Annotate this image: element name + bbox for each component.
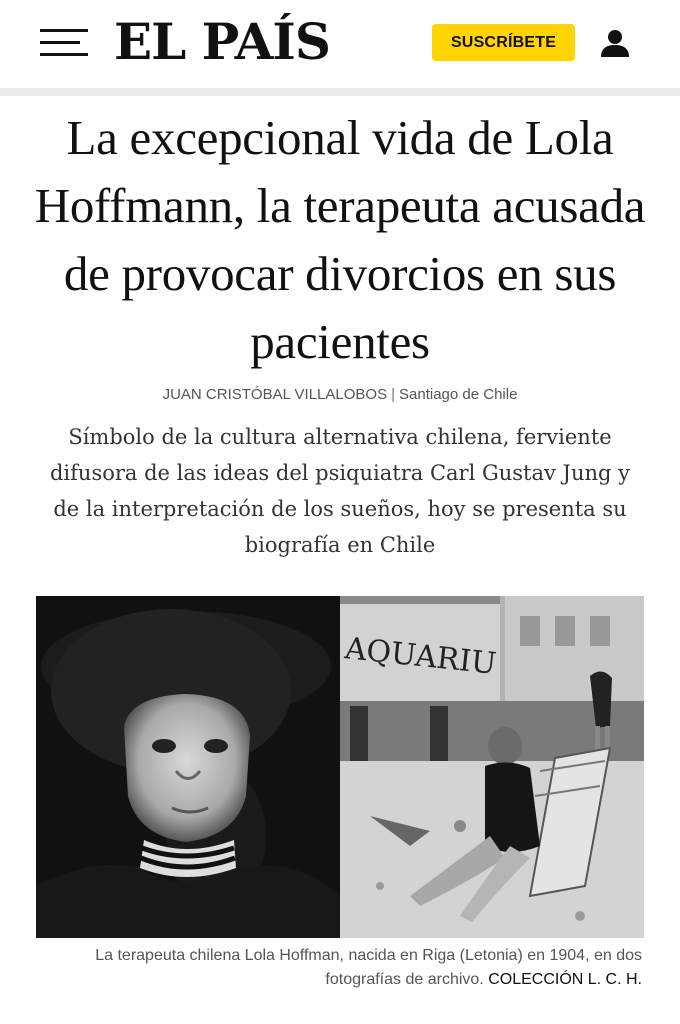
subscribe-button[interactable]: SUSCRÍBETE [432, 24, 575, 61]
image-caption [40, 944, 642, 992]
site-header [0, 0, 680, 88]
author-link[interactable]: JUAN CRISTÓBAL VILLALOBOS [162, 386, 388, 403]
photo-beach [340, 596, 644, 938]
site-logo[interactable]: EL PAÍS [114, 12, 330, 71]
article-image[interactable] [36, 596, 644, 938]
aquarium-sign-text: AQUARIU [343, 631, 499, 682]
article-standfirst: Símbolo de la cultura alternativa chilena, ferviente difusora de las ideas del psiquiatra Carl Gustav Jung y de la interpretación de los sueños, hoy se presenta su biografía en Chile [49, 425, 631, 557]
header-divider [0, 88, 680, 96]
user-icon[interactable] [599, 28, 631, 58]
caption-text: La terapeuta chilena Lola Hoffman, nacida en Riga (Letonia) en 1904, en dos fotografías de archivo. [95, 947, 642, 988]
photo-portrait [36, 596, 340, 938]
photo-credit: COLECCIÓN L. C. H. [488, 971, 642, 988]
byline-location: Santiago de Chile [399, 386, 518, 403]
byline-separator: | [391, 386, 395, 403]
article-headline: La excepcional vida de Lola Hoffmann, la terapeuta acusada de provocar divorcios en sus pacientes [34, 110, 646, 369]
article-byline [0, 385, 680, 405]
hamburger-menu-icon[interactable] [40, 27, 90, 57]
